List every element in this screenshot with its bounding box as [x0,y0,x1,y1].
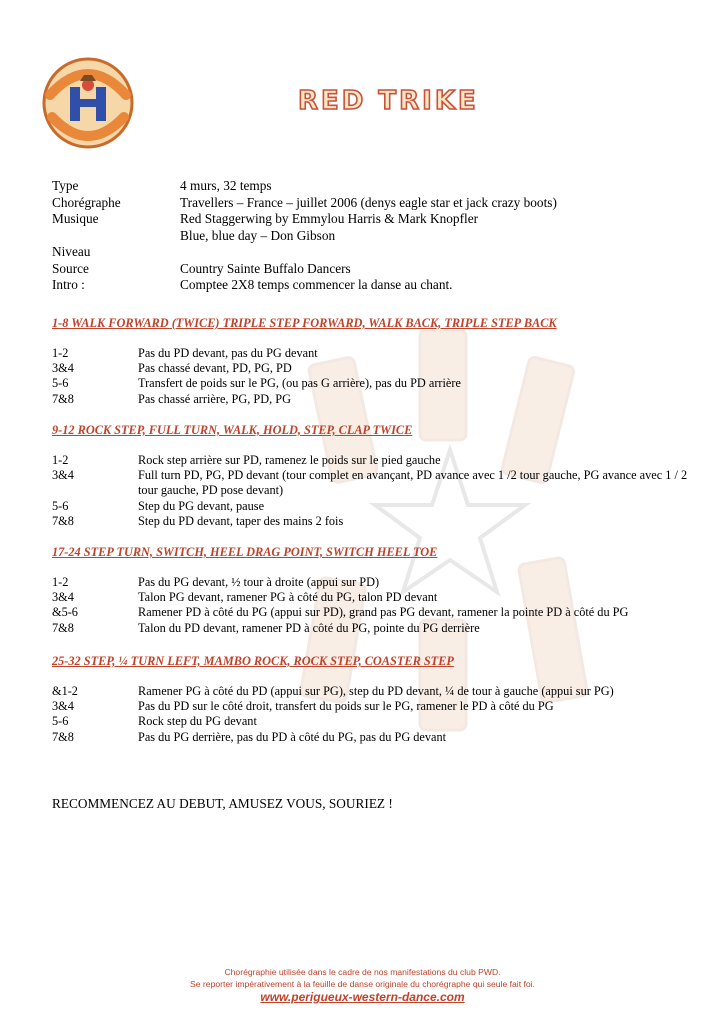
step-count: 3&4 [52,361,74,376]
step-row [52,392,688,407]
section-steps [52,684,688,745]
step-description: Step du PG devant, pause [138,498,265,513]
step-count: 5-6 [52,498,69,513]
step-row [52,376,688,391]
step-description: Rock step du PG devant [138,714,257,729]
section-steps [52,346,688,407]
step-count: 1-2 [52,346,69,360]
info-row-type [52,178,557,195]
step-description: Ramener PG à côté du PD (appui sur PG), step du PD devant, ¼ de tour à gauche (appui sur PG) [138,684,614,698]
step-description: Pas du PD devant, pas du PG devant [138,346,318,360]
step-description: Transfert de poids sur le PG, (ou pas G arrière), pas du PD arrière [138,376,461,391]
step-count: 5-6 [52,376,69,391]
closing-text: RECOMMENCEZ AU DEBUT, AMUSEZ VOUS, SOURIEZ ! [52,796,393,811]
step-row [52,514,688,529]
step-description: Pas du PG devant, ½ tour à droite (appui sur PD) [138,575,380,589]
step-row [52,468,688,498]
info-value: Travellers – France – juillet 2006 (denys eagle star et jack crazy boots) [180,194,557,210]
step-description: Rock step arrière sur PD, ramenez le poids sur le pied gauche [138,453,441,467]
info-row-source [52,261,557,278]
info-label: Musique [52,211,99,226]
section-heading: 17-24 STEP TURN, SWITCH, HEEL DRAG POINT, SWITCH HEEL TOE [52,545,438,559]
step-count: 1-2 [52,575,69,589]
step-description: Pas chassé devant, PD, PG, PD [138,361,292,376]
section-heading: 25-32 STEP, ¼ TURN LEFT, MAMBO ROCK, ROCK STEP, COASTER STEP [52,654,454,668]
step-description: Talon PG devant, ramener PG à côté du PG, talon PD devant [138,590,438,605]
info-label: Type [52,178,79,193]
step-row [52,621,688,636]
footer [0,966,725,1005]
step-count: 3&4 [52,699,74,714]
info-row-music-alt [52,228,557,245]
section-steps [52,575,688,636]
step-row [52,361,688,376]
step-description: Full turn PD, PG, PD devant (tour complet en avançant, PD avance avec 1 /2 tour gauche, PG avance avec 1 / 2 tour gauche, PD pose devant) [138,468,688,498]
step-count: 3&4 [52,590,74,605]
step-row [52,714,688,729]
footer-line-2: Se reporter impérativement à la feuille de danse originale du chorégraphe qui seule fait foi. [190,979,535,989]
info-row-choreographer [52,195,557,212]
info-label [52,228,180,245]
step-count: &5-6 [52,605,78,620]
step-count: 5-6 [52,714,69,729]
info-value: Blue, blue day – Don Gibson [180,227,336,243]
info-block [52,178,557,294]
step-description: Pas chassé arrière, PG, PD, PG [138,391,292,406]
info-value: 4 murs, 32 temps [180,178,272,193]
step-row [52,453,688,468]
section-steps [52,453,688,529]
step-row [52,499,688,514]
info-value: Comptee 2X8 temps commencer la danse au chant. [180,277,453,292]
club-logo-icon [40,55,136,151]
footer-line-1: Chorégraphie utilisée dans le cadre de nos manifestations du club PWD. [224,967,501,977]
step-count: 1-2 [52,453,69,467]
info-label: Chorégraphe [52,194,121,210]
step-row [52,575,688,590]
step-description: Pas du PD sur le côté droit, transfert du poids sur le PG, ramener le PD à côté du PG [138,699,554,714]
info-row-music [52,211,557,228]
info-value: Red Staggerwing by Emmylou Harris & Mark Knopfler [180,211,479,226]
step-count: 7&8 [52,391,74,406]
step-description: Ramener PD à côté du PG (appui sur PD), grand pas PG devant, ramener la pointe PD à côté du PG [138,605,629,620]
footer-website-link[interactable]: www.perigueux-western-dance.com [260,990,465,1004]
step-row [52,699,688,714]
info-value: Country Sainte Buffalo Dancers [180,260,351,276]
step-row [52,684,688,699]
step-description: Step du PD devant, taper des mains 2 fois [138,513,344,528]
step-count: 7&8 [52,513,74,528]
step-row [52,605,688,620]
section-heading: 9-12 ROCK STEP, FULL TURN, WALK, HOLD, STEP, CLAP TWICE [52,423,413,437]
step-row [52,730,688,745]
step-count: 7&8 [52,729,74,744]
step-count: 3&4 [52,468,74,483]
info-label: Niveau [52,244,91,259]
info-label: Intro : [52,277,85,292]
info-row-intro [52,277,557,294]
step-row [52,590,688,605]
step-count: &1-2 [52,684,78,698]
section-heading: 1-8 WALK FORWARD (TWICE) TRIPLE STEP FORWARD, WALK BACK, TRIPLE STEP BACK [52,316,557,330]
step-count: 7&8 [52,620,74,635]
info-label: Source [52,260,89,276]
step-description: Pas du PG derrière, pas du PD à côté du PG, pas du PG devant [138,729,447,744]
info-row-level [52,244,557,261]
step-description: Talon du PD devant, ramener PD à côté du PG, pointe du PG derrière [138,620,480,635]
dance-title: RED TRIKE [298,86,479,116]
step-row [52,346,688,361]
